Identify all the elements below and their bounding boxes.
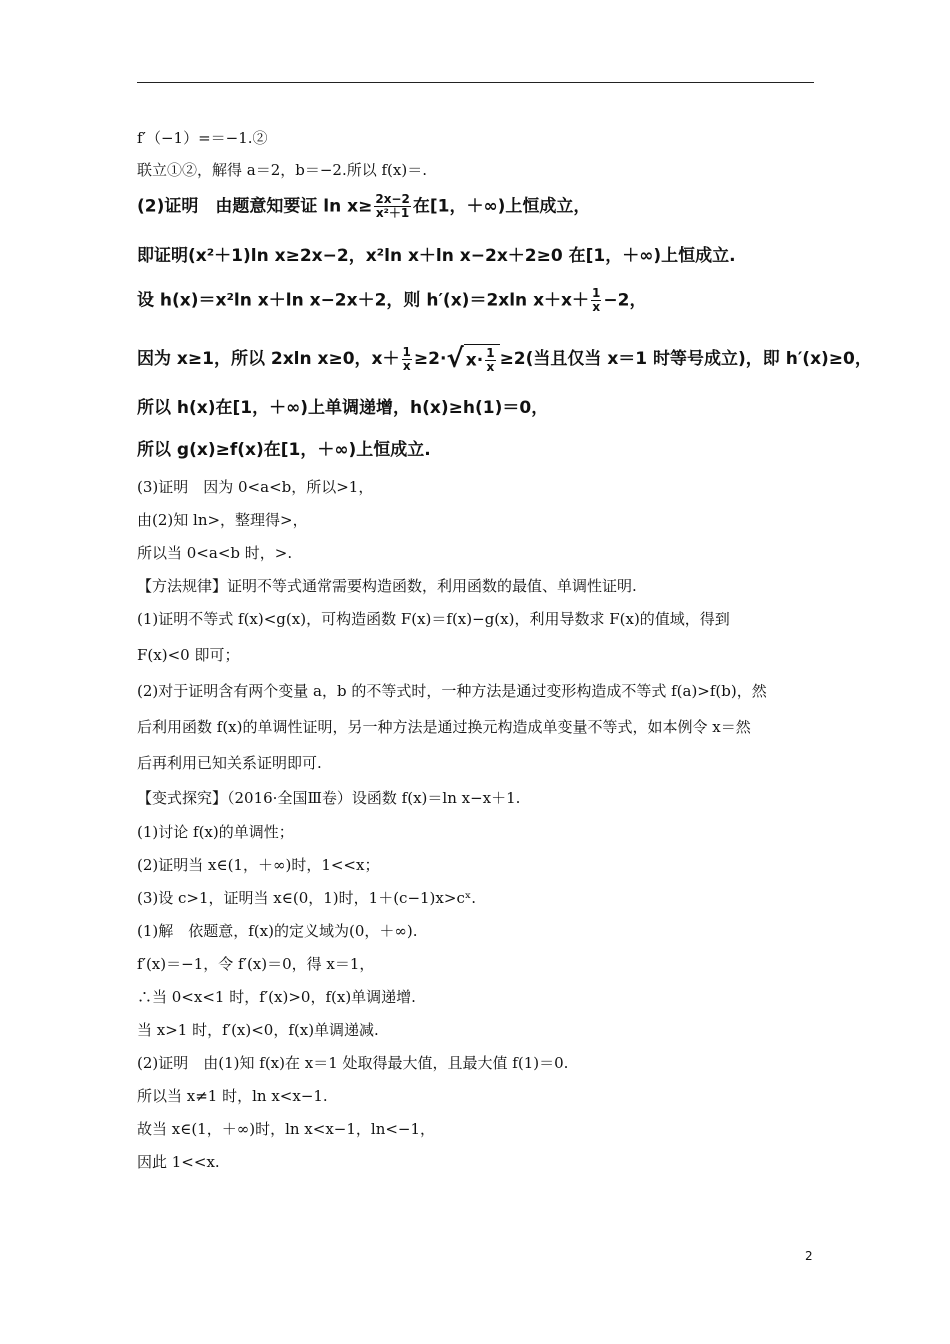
text-line: 当 x>1 时，f′(x)<0，f(x)单调递减. bbox=[137, 1021, 379, 1039]
text-line: 联立①②，解得 a＝2，b＝−2.所以 f(x)＝. bbox=[137, 161, 427, 179]
proof-line-4: 因为 x≥1，所以 2xln x≥0，x＋ $\frac{1}{x}$ ≥2·√ x· $\frac{1}{x}$ ≥2(当且仅当 x＝1 时等号成立)，即 h′(x)≥0， bbox=[137, 344, 872, 374]
proof-line-1: (2)证明 由题意知要证 ln x≥ $\frac{2x-2}{\text{x²＋1}}$ 在[1，＋∞)上恒成立， bbox=[137, 192, 591, 220]
text-line: f′（−1）=＝−1.② bbox=[137, 129, 268, 147]
text-line: 故当 x∈(1，＋∞)时，ln x<x−1，ln<−1， bbox=[137, 1120, 436, 1138]
text-line: (3)证明 因为 0<a<b，所以>1， bbox=[137, 478, 374, 496]
proof-line-3: 设 h(x)＝x²ln x＋ln x−2x＋2，则 h′(x)＝2xln x＋x＋ $\frac{1}{x}$ −2， bbox=[137, 286, 647, 314]
text-line: f′(x)＝−1，令 f′(x)＝0，得 x＝1， bbox=[137, 955, 375, 973]
text-line: (1)讨论 f(x)的单调性； bbox=[137, 823, 294, 841]
proof-line-2: 即证明(x²＋1)ln x≥2x−2，x²ln x＋ln x−2x＋2≥0 在[1，＋∞)上恒成立. bbox=[137, 246, 736, 266]
text-line: (2)对于证明含有两个变量 a，b 的不等式时，一种方法是通过变形构造成不等式 f(a)>f(b)，然 bbox=[137, 682, 767, 700]
text-line: F(x)<0 即可； bbox=[137, 646, 240, 664]
header-rule bbox=[137, 82, 814, 83]
text-line: 所以当 0<a<b 时，>. bbox=[137, 544, 293, 562]
text-line: 因此 1<<x. bbox=[137, 1153, 220, 1171]
method-heading: 【方法规律】证明不等式通常需要构造函数，利用函数的最值、单调性证明. bbox=[137, 577, 637, 595]
text-line: (2)证明当 x∈(1，＋∞)时，1<<x； bbox=[137, 856, 380, 874]
text-line: (2)证明 由(1)知 f(x)在 x＝1 处取得最大值，且最大值 f(1)＝0. bbox=[137, 1054, 569, 1072]
text-line: (1)证明不等式 f(x)<g(x)，可构造函数 F(x)＝f(x)−g(x)，利用导数求 F(x)的值域，得到 bbox=[137, 610, 730, 628]
page-number: 2 bbox=[805, 1249, 813, 1263]
text-line: ∴当 0<x<1 时，f′(x)>0，f(x)单调递增. bbox=[137, 988, 416, 1006]
variant-heading: 【变式探究】（2016·全国Ⅲ卷）设函数 f(x)＝ln x−x＋1. bbox=[137, 789, 521, 807]
text-line: (1)解 依题意，f(x)的定义域为(0，＋∞). bbox=[137, 922, 418, 940]
proof-line-5: 所以 h(x)在[1，＋∞)上单调递增，h(x)≥h(1)＝0， bbox=[137, 398, 549, 418]
text-line: 后再利用已知关系证明即可. bbox=[137, 754, 322, 772]
text-line: 后利用函数 f(x)的单调性证明，另一种方法是通过换元构造成单变量不等式，如本例令 x＝然 bbox=[137, 718, 751, 736]
text-line: 所以当 x≠1 时，ln x<x−1. bbox=[137, 1087, 328, 1105]
proof-line-6: 所以 g(x)≥f(x)在[1，＋∞)上恒成立. bbox=[137, 440, 431, 460]
text-line: 由(2)知 ln>，整理得>， bbox=[137, 511, 308, 529]
sqrt-sign: √ bbox=[446, 344, 464, 374]
text-line: (3)设 c>1，证明当 x∈(0，1)时，1＋(c−1)x>cˣ. bbox=[137, 889, 476, 907]
